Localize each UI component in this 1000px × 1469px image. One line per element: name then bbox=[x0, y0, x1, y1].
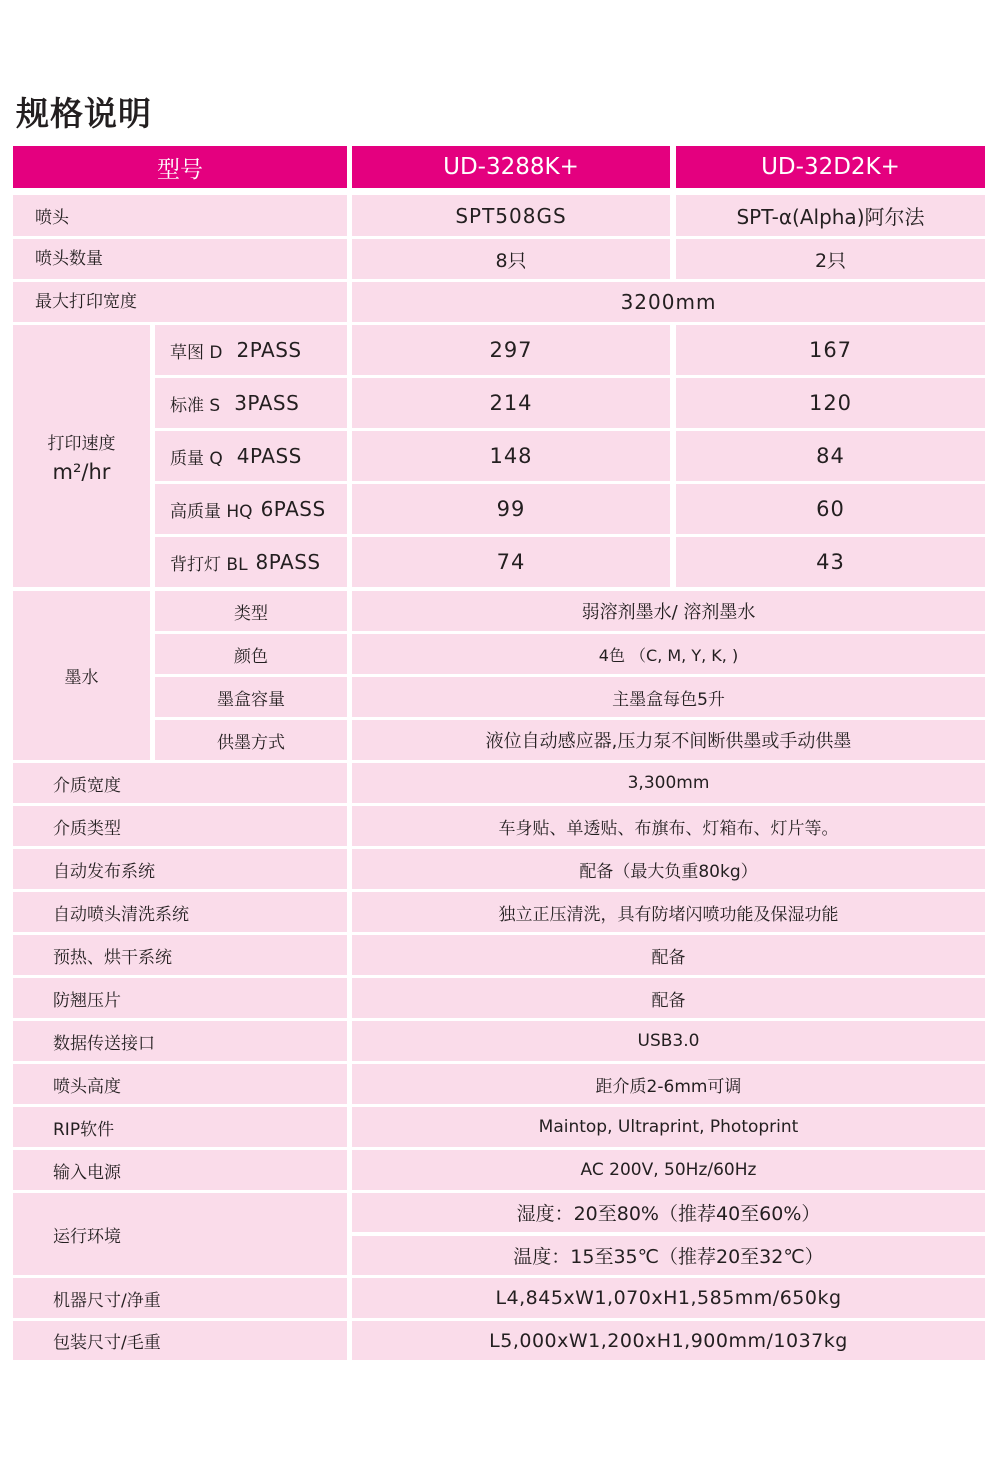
speed-mode: 草图 D bbox=[170, 342, 223, 363]
spec-label: 自动发布系统 bbox=[13, 849, 347, 889]
spec-label: 防翘压片 bbox=[13, 978, 347, 1018]
spec-value: 3,300mm bbox=[352, 763, 985, 803]
spec-value: 距介质2-6mm可调 bbox=[352, 1064, 985, 1104]
spec-value: 配备 bbox=[352, 978, 985, 1018]
ink-label: 墨水 bbox=[13, 591, 150, 760]
spec-label: 介质宽度 bbox=[13, 763, 347, 803]
nozzle-count-b: 2只 bbox=[676, 239, 985, 279]
nozzle-count-label: 喷头数量 bbox=[13, 239, 347, 279]
nozzle-a: SPT508GS bbox=[352, 195, 670, 236]
nozzle-label: 喷头 bbox=[13, 195, 347, 236]
spec-value: Maintop, Ultraprint, Photoprint bbox=[352, 1107, 985, 1147]
ink-attr-name: 墨盒容量 bbox=[155, 677, 347, 717]
speed-value-b: 120 bbox=[676, 378, 985, 428]
speed-value-a: 297 bbox=[352, 325, 670, 375]
speed-pass: 8PASS bbox=[255, 550, 321, 574]
spec-label: 输入电源 bbox=[13, 1150, 347, 1190]
speed-mode: 标准 S bbox=[170, 395, 221, 416]
speed-pass: 2PASS bbox=[236, 338, 302, 362]
speed-mode-cell bbox=[155, 537, 347, 587]
dimension-label: 包装尺寸/毛重 bbox=[13, 1321, 347, 1360]
spec-label: 数据传送接口 bbox=[13, 1021, 347, 1061]
speed-mode-cell bbox=[155, 378, 347, 428]
spec-value: AC 200V, 50Hz/60Hz bbox=[352, 1150, 985, 1190]
max-width-label: 最大打印宽度 bbox=[13, 282, 347, 322]
spec-value: 配备（最大负重80kg） bbox=[352, 849, 985, 889]
speed-mode: 高质量 HQ bbox=[170, 501, 253, 522]
max-width-value: 3200mm bbox=[352, 282, 985, 322]
speed-value-b: 60 bbox=[676, 484, 985, 534]
spec-value: 独立正压清洗，具有防堵闪喷功能及保湿功能 bbox=[352, 892, 985, 932]
nozzle-b: SPT-α(Alpha)阿尔法 bbox=[676, 195, 985, 236]
speed-mode-cell bbox=[155, 484, 347, 534]
spec-value: USB3.0 bbox=[352, 1021, 985, 1061]
speed-value-a: 214 bbox=[352, 378, 670, 428]
environment-humidity: 湿度：20至80%（推荐40至60%） bbox=[352, 1193, 985, 1232]
dimension-value: L4,845xW1,070xH1,585mm/650kg bbox=[352, 1278, 985, 1318]
dimension-label: 机器尺寸/净重 bbox=[13, 1278, 347, 1318]
speed-mode: 质量 Q bbox=[170, 448, 223, 469]
speed-mode-cell bbox=[155, 431, 347, 481]
ink-attr-value: 4色 （C, M, Y, K, ) bbox=[352, 634, 985, 674]
spec-label: 喷头高度 bbox=[13, 1064, 347, 1104]
spec-label: 介质类型 bbox=[13, 806, 347, 846]
speed-label-cell bbox=[13, 325, 150, 587]
header-model-b: UD-32D2K+ bbox=[676, 146, 985, 188]
dimension-value: L5,000xW1,200xH1,900mm/1037kg bbox=[352, 1321, 985, 1360]
ink-attr-value: 主墨盒每色5升 bbox=[352, 677, 985, 717]
spec-value: 车身贴、单透贴、布旗布、灯箱布、灯片等。 bbox=[352, 806, 985, 846]
speed-unit: m²/hr bbox=[52, 459, 111, 484]
speed-label: 打印速度 bbox=[47, 433, 116, 454]
ink-attr-name: 颜色 bbox=[155, 634, 347, 674]
speed-pass: 6PASS bbox=[260, 497, 326, 521]
speed-value-a: 99 bbox=[352, 484, 670, 534]
header-model-label: 型号 bbox=[13, 146, 347, 188]
speed-pass: 4PASS bbox=[236, 444, 302, 468]
spec-label: 自动喷头清洗系统 bbox=[13, 892, 347, 932]
speed-pass: 3PASS bbox=[234, 391, 300, 415]
ink-attr-name: 供墨方式 bbox=[155, 720, 347, 760]
speed-mode: 背打灯 BL bbox=[170, 554, 248, 575]
nozzle-count-a: 8只 bbox=[352, 239, 670, 279]
spec-label: 预热、烘干系统 bbox=[13, 935, 347, 975]
environment-label: 运行环境 bbox=[13, 1193, 347, 1275]
header-model-a: UD-3288K+ bbox=[352, 146, 670, 188]
speed-value-b: 167 bbox=[676, 325, 985, 375]
ink-attr-value: 液位自动感应器,压力泵不间断供墨或手动供墨 bbox=[352, 720, 985, 760]
environment-temperature: 温度：15至35℃（推荐20至32℃） bbox=[352, 1236, 985, 1275]
spec-value: 配备 bbox=[352, 935, 985, 975]
speed-value-a: 148 bbox=[352, 431, 670, 481]
ink-attr-value: 弱溶剂墨水/ 溶剂墨水 bbox=[352, 591, 985, 631]
page-title: 规格说明 bbox=[16, 94, 152, 133]
spec-label: RIP软件 bbox=[13, 1107, 347, 1147]
speed-mode-cell bbox=[155, 325, 347, 375]
ink-attr-name: 类型 bbox=[155, 591, 347, 631]
speed-value-a: 74 bbox=[352, 537, 670, 587]
speed-value-b: 43 bbox=[676, 537, 985, 587]
speed-value-b: 84 bbox=[676, 431, 985, 481]
